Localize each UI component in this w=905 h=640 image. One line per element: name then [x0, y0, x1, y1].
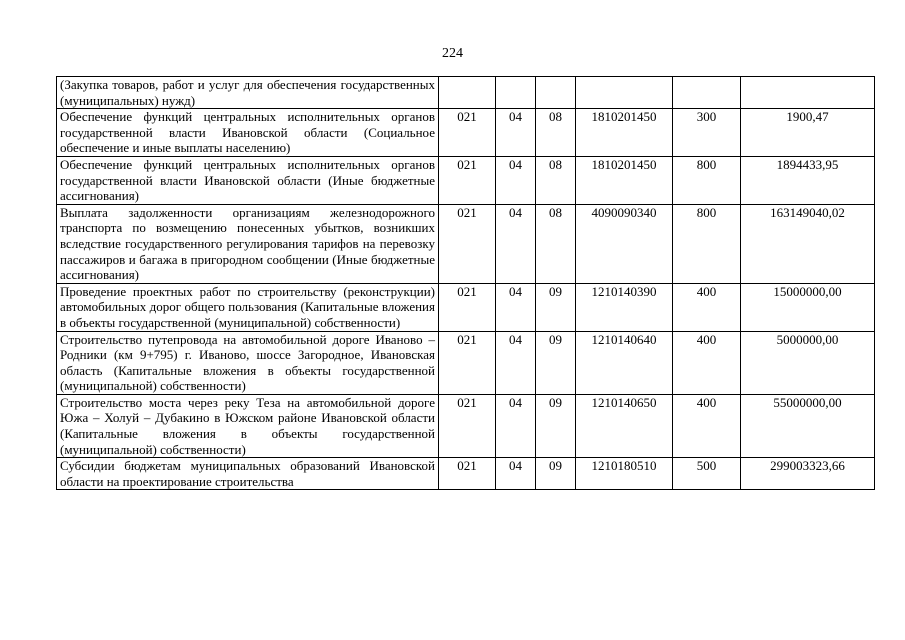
ministry-code: 021	[439, 331, 496, 394]
subsection-code	[536, 77, 576, 109]
table-row	[57, 458, 875, 490]
row-name: Строительство путепровода на автомобильной дороге Иваново – Родники (км 9+795) г. Иваново, шоссе Загородное, Ивановская область (Капитальные вложения в объекты государственной (муниципальной) собственности)	[57, 331, 439, 394]
table-row	[57, 283, 875, 331]
ministry-code: 021	[439, 156, 496, 204]
table-row	[57, 331, 875, 394]
amount: 1900,47	[741, 109, 875, 157]
row-name: Строительство моста через реку Теза на автомобильной дороге Южа – Холуй – Дубакино в Южском районе Ивановской области (Капитальные вложения в объекты государственной (муниципальной) собственности)	[57, 394, 439, 457]
target-code	[576, 77, 673, 109]
target-code: 4090090340	[576, 204, 673, 283]
amount: 5000000,00	[741, 331, 875, 394]
amount: 1894433,95	[741, 156, 875, 204]
subsection-code: 09	[536, 458, 576, 490]
subsection-code: 09	[536, 331, 576, 394]
row-name: Обеспечение функций центральных исполнительных органов государственной власти Ивановской области (Иные бюджетные ассигнования)	[57, 156, 439, 204]
table-row	[57, 109, 875, 157]
row-name: (Закупка товаров, работ и услуг для обеспечения государственных (муниципальных) нужд)	[57, 77, 439, 109]
ministry-code: 021	[439, 458, 496, 490]
ministry-code: 021	[439, 109, 496, 157]
target-code: 1810201450	[576, 109, 673, 157]
expense-type-code: 800	[673, 204, 741, 283]
target-code: 1810201450	[576, 156, 673, 204]
subsection-code: 09	[536, 394, 576, 457]
ministry-code: 021	[439, 394, 496, 457]
row-name: Выплата задолженности организациям железнодорожного транспорта по возмещению понесенных убытков, возникших вследствие государственного регулирования тарифов на перевозку пассажиров и багажа в пригородном сообщении (Иные бюджетные ассигнования)	[57, 204, 439, 283]
ministry-code	[439, 77, 496, 109]
expense-type-code: 400	[673, 331, 741, 394]
subsection-code: 08	[536, 156, 576, 204]
expense-type-code	[673, 77, 741, 109]
expense-type-code: 400	[673, 394, 741, 457]
ministry-code: 021	[439, 204, 496, 283]
expense-type-code: 800	[673, 156, 741, 204]
section-code: 04	[496, 204, 536, 283]
expense-type-code: 400	[673, 283, 741, 331]
budget-table	[56, 76, 875, 490]
amount: 299003323,66	[741, 458, 875, 490]
section-code: 04	[496, 331, 536, 394]
amount: 163149040,02	[741, 204, 875, 283]
amount: 55000000,00	[741, 394, 875, 457]
expense-type-code: 500	[673, 458, 741, 490]
row-name: Субсидии бюджетам муниципальных образований Ивановской области на проектирование строительства	[57, 458, 439, 490]
section-code	[496, 77, 536, 109]
row-name: Проведение проектных работ по строительству (реконструкции) автомобильных дорог общего пользования (Капитальные вложения в объекты государственной (муниципальной) собственности)	[57, 283, 439, 331]
subsection-code: 08	[536, 204, 576, 283]
table-row	[57, 156, 875, 204]
section-code: 04	[496, 283, 536, 331]
section-code: 04	[496, 109, 536, 157]
section-code: 04	[496, 156, 536, 204]
ministry-code: 021	[439, 283, 496, 331]
amount: 15000000,00	[741, 283, 875, 331]
amount	[741, 77, 875, 109]
target-code: 1210140390	[576, 283, 673, 331]
target-code: 1210140650	[576, 394, 673, 457]
table-row	[57, 77, 875, 109]
section-code: 04	[496, 394, 536, 457]
target-code: 1210180510	[576, 458, 673, 490]
page-number: 224	[442, 46, 463, 61]
row-name: Обеспечение функций центральных исполнительных органов государственной власти Ивановской области (Социальное обеспечение и иные выплаты населению)	[57, 109, 439, 157]
table-row	[57, 394, 875, 457]
subsection-code: 08	[536, 109, 576, 157]
table-row	[57, 204, 875, 283]
expense-type-code: 300	[673, 109, 741, 157]
subsection-code: 09	[536, 283, 576, 331]
section-code: 04	[496, 458, 536, 490]
target-code: 1210140640	[576, 331, 673, 394]
